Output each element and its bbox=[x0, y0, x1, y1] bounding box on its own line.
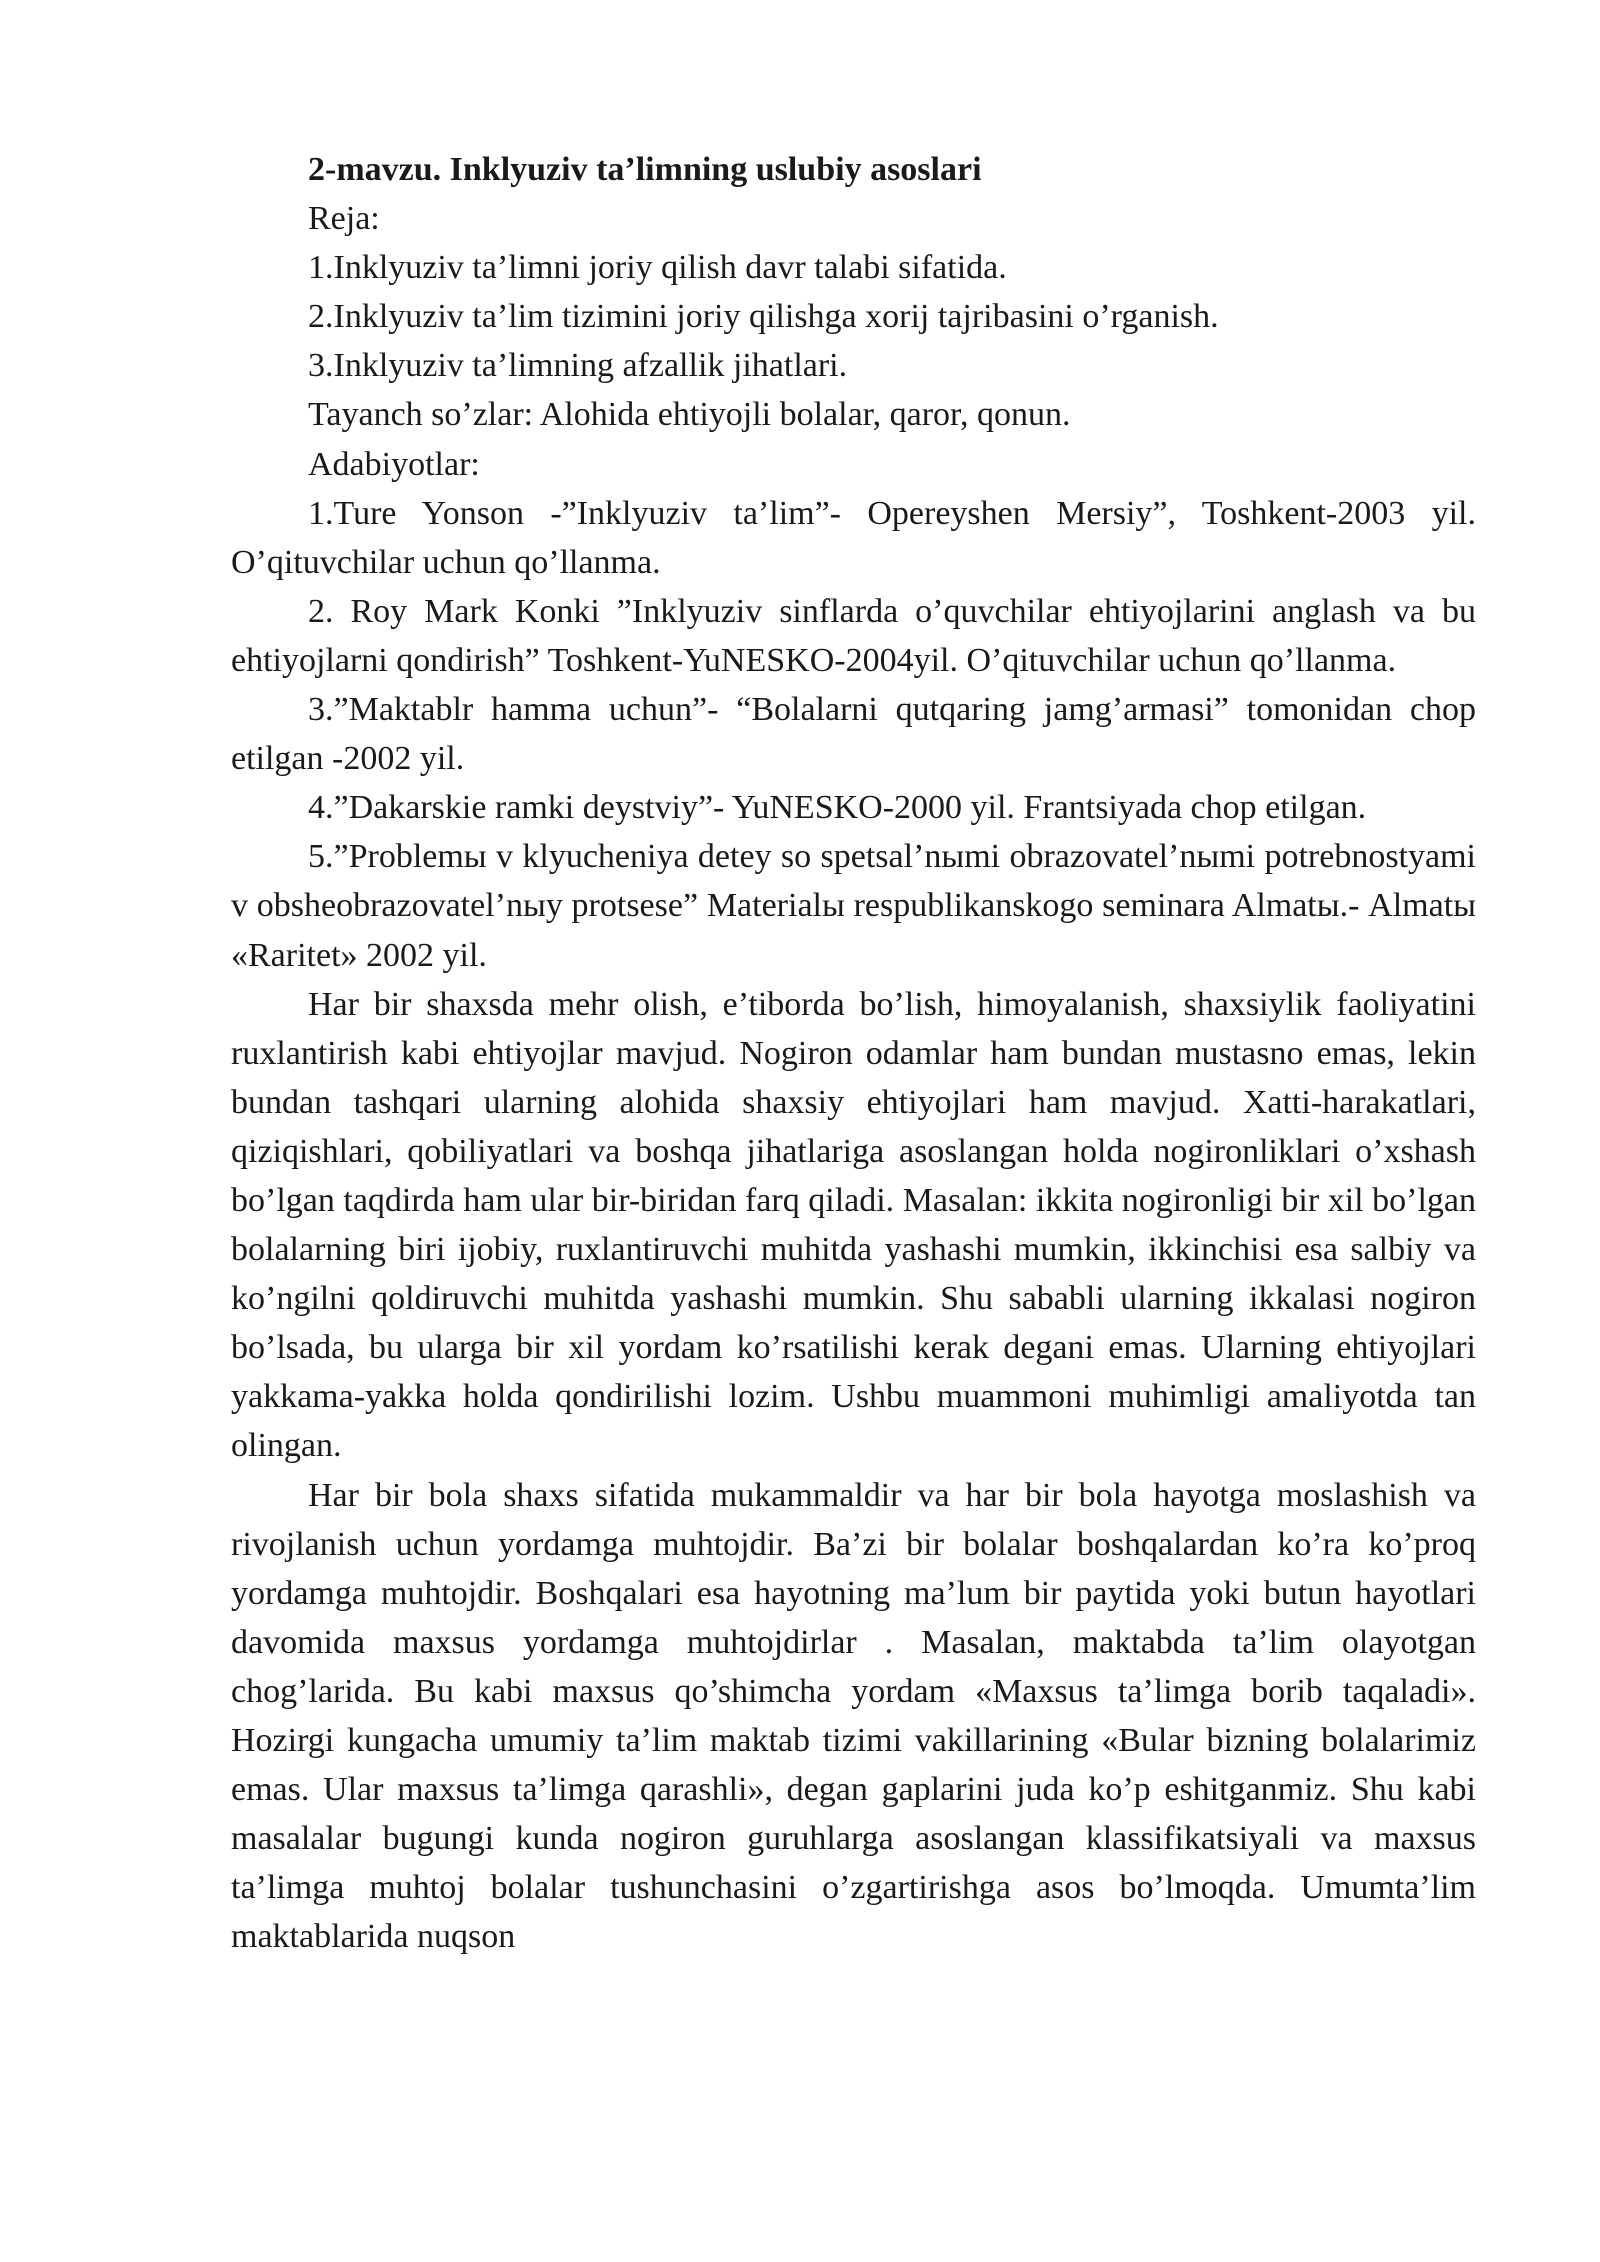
plan-label: Reja: bbox=[308, 200, 380, 238]
plan-item: 3.Inklyuziv ta’limning afzallik jihatlari. bbox=[308, 347, 848, 385]
document-title: 2-mavzu. Inklyuziv ta’limning uslubiy asoslari bbox=[308, 151, 982, 188]
literature-item: 3.”Maktablr hamma uchun”- “Bolalarni qutqaring jamg’armasi” tomonidan chop etilgan -2002 yil. bbox=[231, 691, 1476, 778]
literature-item: 5.”Problemы v klyucheniya detey so spetsal’nыmi obrazovatel’nыmi potrebnostyami v obsheobrazovatel’nыy protsese” Materialы respublikanskogo seminara Almatы.- Almatы «Raritet» 2002 yil. bbox=[231, 838, 1476, 974]
literature-item: 1.Ture Yonson -”Inklyuziv ta’lim”- Opereyshen Mersiy”, Toshkent-2003 yil. O’qituvchilar uchun qo’llanma. bbox=[231, 494, 1476, 581]
body-paragraph: Har bir shaxsda mehr olish, e’tiborda bo’lish, himoyalanish, shaxsiylik faoliyatini ruxlantirish kabi ehtiyojlar mavjud. Nogiron odamlar ham bundan mustasno emas, lekin bundan tashqari ularning alohida shaxsiy ehtiyojlari ham mavjud. Xatti-harakatlari, qiziqishlari, qobiliyatlari va boshqa jihatlariga asoslangan holda nogironliklari o’xshash bo’lgan taqdirda ham ular bir-biridan farq qiladi. Masalan: ikkita nogironligi bir xil bo’lgan bolalarning biri ijobiy, ruxlantiruvchi muhitda yashashi mumkin, ikkinchisi esa salbiy va ko’ngilni qoldiruvchi muhitda yashashi mumkin. Shu sababli ularning ikkalasi nogiron bo’lsada, bu ularga bir xil yordam ko’rsatilishi kerak degani emas. Ularning ehtiyojlari yakkama-yakka holda qondirilishi lozim. Ushbu muammoni muhimligi amaliyotda tan olingan. bbox=[231, 985, 1476, 1465]
keywords: Tayanch so’zlar: Alohida ehtiyojli bolalar, qaror, qonun. bbox=[308, 396, 1071, 434]
plan-item: 1.Inklyuziv ta’limni joriy qilish davr talabi sifatida. bbox=[308, 249, 1007, 287]
document-body bbox=[231, 145, 1476, 1961]
literature-label: Adabiyotlar: bbox=[308, 445, 480, 483]
literature-item: 4.”Dakarskie ramki deystviy”- YuNESKO-2000 yil. Frantsiyada chop etilgan. bbox=[308, 789, 1367, 827]
literature-item: 2. Roy Mark Konki ”Inklyuziv sinflarda o’quvchilar ehtiyojlarini anglash va bu ehtiyojlarni qondirish” Toshkent-YuNESKO-2004yil. O’qituvchilar uchun qo’llanma. bbox=[231, 592, 1476, 679]
plan-item: 2.Inklyuziv ta’lim tizimini joriy qilishga xorij tajribasini o’rganish. bbox=[308, 298, 1219, 336]
body-paragraph: Har bir bola shaxs sifatida mukammaldir va har bir bola hayotga moslashish va rivojlanish uchun yordamga muhtojdir. Ba’zi bir bolalar boshqalardan ko’ra ko’proq yordamga muhtojdir. Boshqalari esa hayotning ma’lum bir paytida yoki butun hayotlari davomida maxsus yordamga muhtojdirlar . Masalan, maktabda ta’lim olayotgan chog’larida. Bu kabi maxsus qo’shimcha yordam «Maxsus ta’limga borib taqaladi». Hozirgi kungacha umumiy ta’lim maktab tizimi vakillarining «Bular bizning bolalarimiz emas. Ular maxsus ta’limga qarashli», degan gaplarini juda ko’p eshitganmiz. Shu kabi masalalar bugungi kunda nogiron guruhlarga asoslangan klassifikatsiyali va maxsus ta’limga muhtoj bolalar tushunchasini o’zgartirishga asos bo’lmoqda. Umumta’lim maktablarida nuqson bbox=[231, 1476, 1476, 1956]
